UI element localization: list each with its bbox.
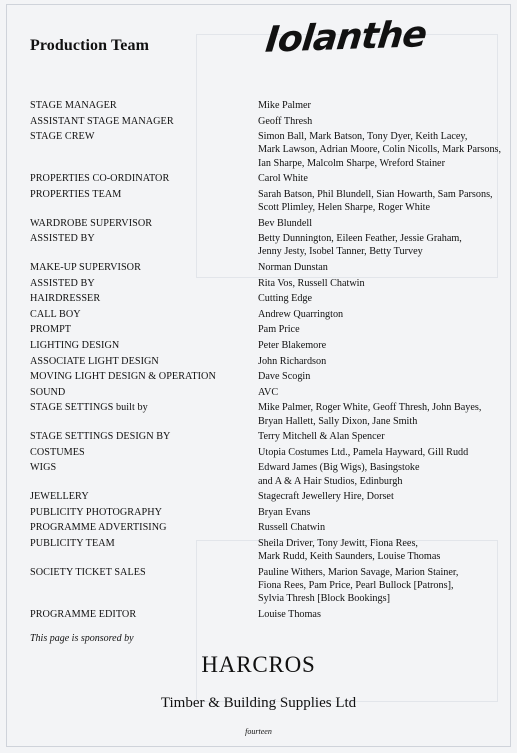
credit-names [258, 401, 513, 427]
credit-role: PROGRAMME EDITOR [30, 608, 137, 620]
credit-names [258, 506, 513, 519]
credit-name-line: Mike Palmer, Roger White, Geoff Thresh, John Bayes, [258, 402, 482, 414]
credit-names [258, 521, 513, 534]
credit-role: PUBLICITY PHOTOGRAPHY [30, 506, 163, 518]
credit-role: JEWELLERY [30, 491, 89, 503]
credit-role: STAGE SETTINGS built by [30, 402, 148, 414]
credit-role: ASSISTED BY [30, 233, 95, 245]
credit-name-line: Mark Lawson, Adrian Moore, Colin Nicolls, Mark Parsons, [258, 144, 502, 156]
credit-names [258, 308, 513, 321]
credit-names [258, 323, 513, 336]
credit-role: PROMPT [30, 324, 72, 336]
credit-row [30, 446, 500, 459]
credit-name-line: Peter Blakemore [258, 339, 327, 351]
credit-names [258, 537, 513, 563]
credit-name-line: Geoff Thresh [258, 115, 313, 127]
credit-names [258, 430, 513, 443]
credit-name-line: and A & A Hair Studios, Edinburgh [258, 475, 403, 487]
credit-role: PUBLICITY TEAM [30, 537, 115, 549]
credit-names [258, 339, 513, 352]
credit-role: WIGS [30, 462, 57, 474]
credit-names [258, 386, 513, 399]
credit-name-line: Utopia Costumes Ltd., Pamela Hayward, Gill Rudd [258, 446, 469, 458]
credit-names [258, 217, 513, 230]
credit-name-line: Carol White [258, 173, 308, 185]
credit-role: PROGRAMME ADVERTISING [30, 522, 167, 534]
credit-row [30, 521, 500, 534]
credit-role: ASSISTANT STAGE MANAGER [30, 115, 174, 127]
sponsor-caption: This page is sponsored by [30, 633, 134, 644]
credit-role: LIGHTING DESIGN [30, 339, 120, 351]
credit-row [30, 506, 500, 519]
credit-role: ASSISTED BY [30, 277, 95, 289]
credit-row [30, 490, 500, 503]
credit-row [30, 537, 500, 563]
credit-names [258, 232, 513, 258]
credit-name-line: Betty Dunnington, Eileen Feather, Jessie Graham, [258, 233, 462, 245]
credit-row [30, 277, 500, 290]
credit-names [258, 446, 513, 459]
credit-role: ASSOCIATE LIGHT DESIGN [30, 355, 159, 367]
credit-role: PROPERTIES CO-ORDINATOR [30, 173, 170, 185]
credit-role: SOUND [30, 386, 66, 398]
credit-row [30, 232, 500, 258]
credit-row [30, 292, 500, 305]
credit-name-line: Ian Sharpe, Malcolm Sharpe, Wreford Stainer [258, 157, 445, 169]
credit-names [258, 277, 513, 290]
credit-role: PROPERTIES TEAM [30, 188, 122, 200]
credit-names [258, 130, 513, 170]
credit-row [30, 188, 500, 214]
credit-row [30, 130, 500, 170]
credits-list [30, 99, 500, 623]
credit-name-line: Louise Thomas [258, 608, 321, 620]
credit-role: HAIRDRESSER [30, 293, 101, 305]
sponsor-subtitle: Timber & Building Supplies Ltd [160, 695, 357, 711]
credit-names [258, 292, 513, 305]
credit-name-line: John Richardson [258, 355, 327, 367]
show-logo: Iolanthe [263, 14, 429, 61]
credit-row [30, 261, 500, 274]
credit-name-line: Simon Ball, Mark Batson, Tony Dyer, Keith Lacey, [258, 131, 468, 143]
credit-name-line: Stagecraft Jewellery Hire, Dorset [258, 491, 394, 503]
credit-name-line: Scott Plimley, Helen Sharpe, Roger White [258, 201, 431, 213]
credit-name-line: Cutting Edge [258, 293, 313, 305]
credit-names [258, 355, 513, 368]
credit-names [258, 188, 513, 214]
credit-name-line: Bryan Evans [258, 506, 311, 518]
credit-name-line: Pauline Withers, Marion Savage, Marion Stainer, [258, 566, 459, 578]
credit-name-line: Dave Scogin [258, 371, 311, 383]
page-title: Production Team [30, 37, 149, 54]
credit-name-line: AVC [258, 386, 279, 398]
credit-name-line: Norman Dunstan [258, 261, 328, 273]
credit-role: STAGE SETTINGS DESIGN BY [30, 431, 171, 443]
credit-names [258, 172, 513, 185]
credit-names [258, 115, 513, 128]
credit-row [30, 430, 500, 443]
credit-name-line: Terry Mitchell & Alan Spencer [258, 431, 385, 443]
credit-role: CALL BOY [30, 308, 81, 320]
credit-name-line: Edward James (Big Wigs), Basingstoke [258, 462, 420, 474]
credit-role: COSTUMES [30, 446, 85, 458]
credit-name-line: Russell Chatwin [258, 522, 326, 534]
credit-row [30, 99, 500, 112]
credit-row [30, 308, 500, 321]
credit-names [258, 566, 513, 606]
credit-row [30, 608, 500, 621]
credit-row [30, 217, 500, 230]
credit-names [258, 608, 513, 621]
credit-name-line: Jenny Jesty, Isobel Tanner, Betty Turvey [258, 246, 423, 258]
credit-row [30, 355, 500, 368]
credit-name-line: Sylvia Thresh [Block Bookings] [258, 593, 390, 605]
credit-name-line: Bev Blundell [258, 217, 313, 229]
credit-row [30, 115, 500, 128]
credit-role: MOVING LIGHT DESIGN & OPERATION [30, 371, 216, 383]
credit-names [258, 490, 513, 503]
credit-role: MAKE-UP SUPERVISOR [30, 261, 141, 273]
credit-name-line: Fiona Rees, Pam Price, Pearl Bullock [Patrons], [258, 579, 454, 591]
sponsor-name: HARCROS [201, 652, 316, 677]
credit-name-line: Mark Rudd, Keith Saunders, Louise Thomas [258, 551, 441, 563]
credit-row [30, 323, 500, 336]
credit-name-line: Sheila Driver, Tony Jewitt, Fiona Rees, [258, 537, 418, 549]
credit-row [30, 461, 500, 487]
credit-names [258, 261, 513, 274]
credit-name-line: Andrew Quarrington [258, 308, 344, 320]
credit-row [30, 566, 500, 606]
credit-role: STAGE CREW [30, 131, 95, 143]
credit-names [258, 370, 513, 383]
credit-name-line: Bryan Hallett, Sally Dixon, Jane Smith [258, 415, 418, 427]
credit-name-line: Rita Vos, Russell Chatwin [258, 277, 365, 289]
page-number: fourteen [245, 727, 272, 736]
credit-names [258, 461, 513, 487]
credit-row [30, 401, 500, 427]
credit-row [30, 172, 500, 185]
credit-row [30, 370, 500, 383]
credit-name-line: Mike Palmer [258, 100, 311, 111]
credit-name-line: Pam Price [258, 324, 300, 336]
credit-role: STAGE MANAGER [30, 100, 117, 111]
credit-row [30, 386, 500, 399]
credit-names [258, 99, 513, 112]
credit-row [30, 339, 500, 352]
credit-role: WARDROBE SUPERVISOR [30, 217, 153, 229]
credit-role: SOCIETY TICKET SALES [30, 566, 146, 578]
credit-name-line: Sarah Batson, Phil Blundell, Sian Howarth, Sam Parsons, [258, 188, 493, 200]
